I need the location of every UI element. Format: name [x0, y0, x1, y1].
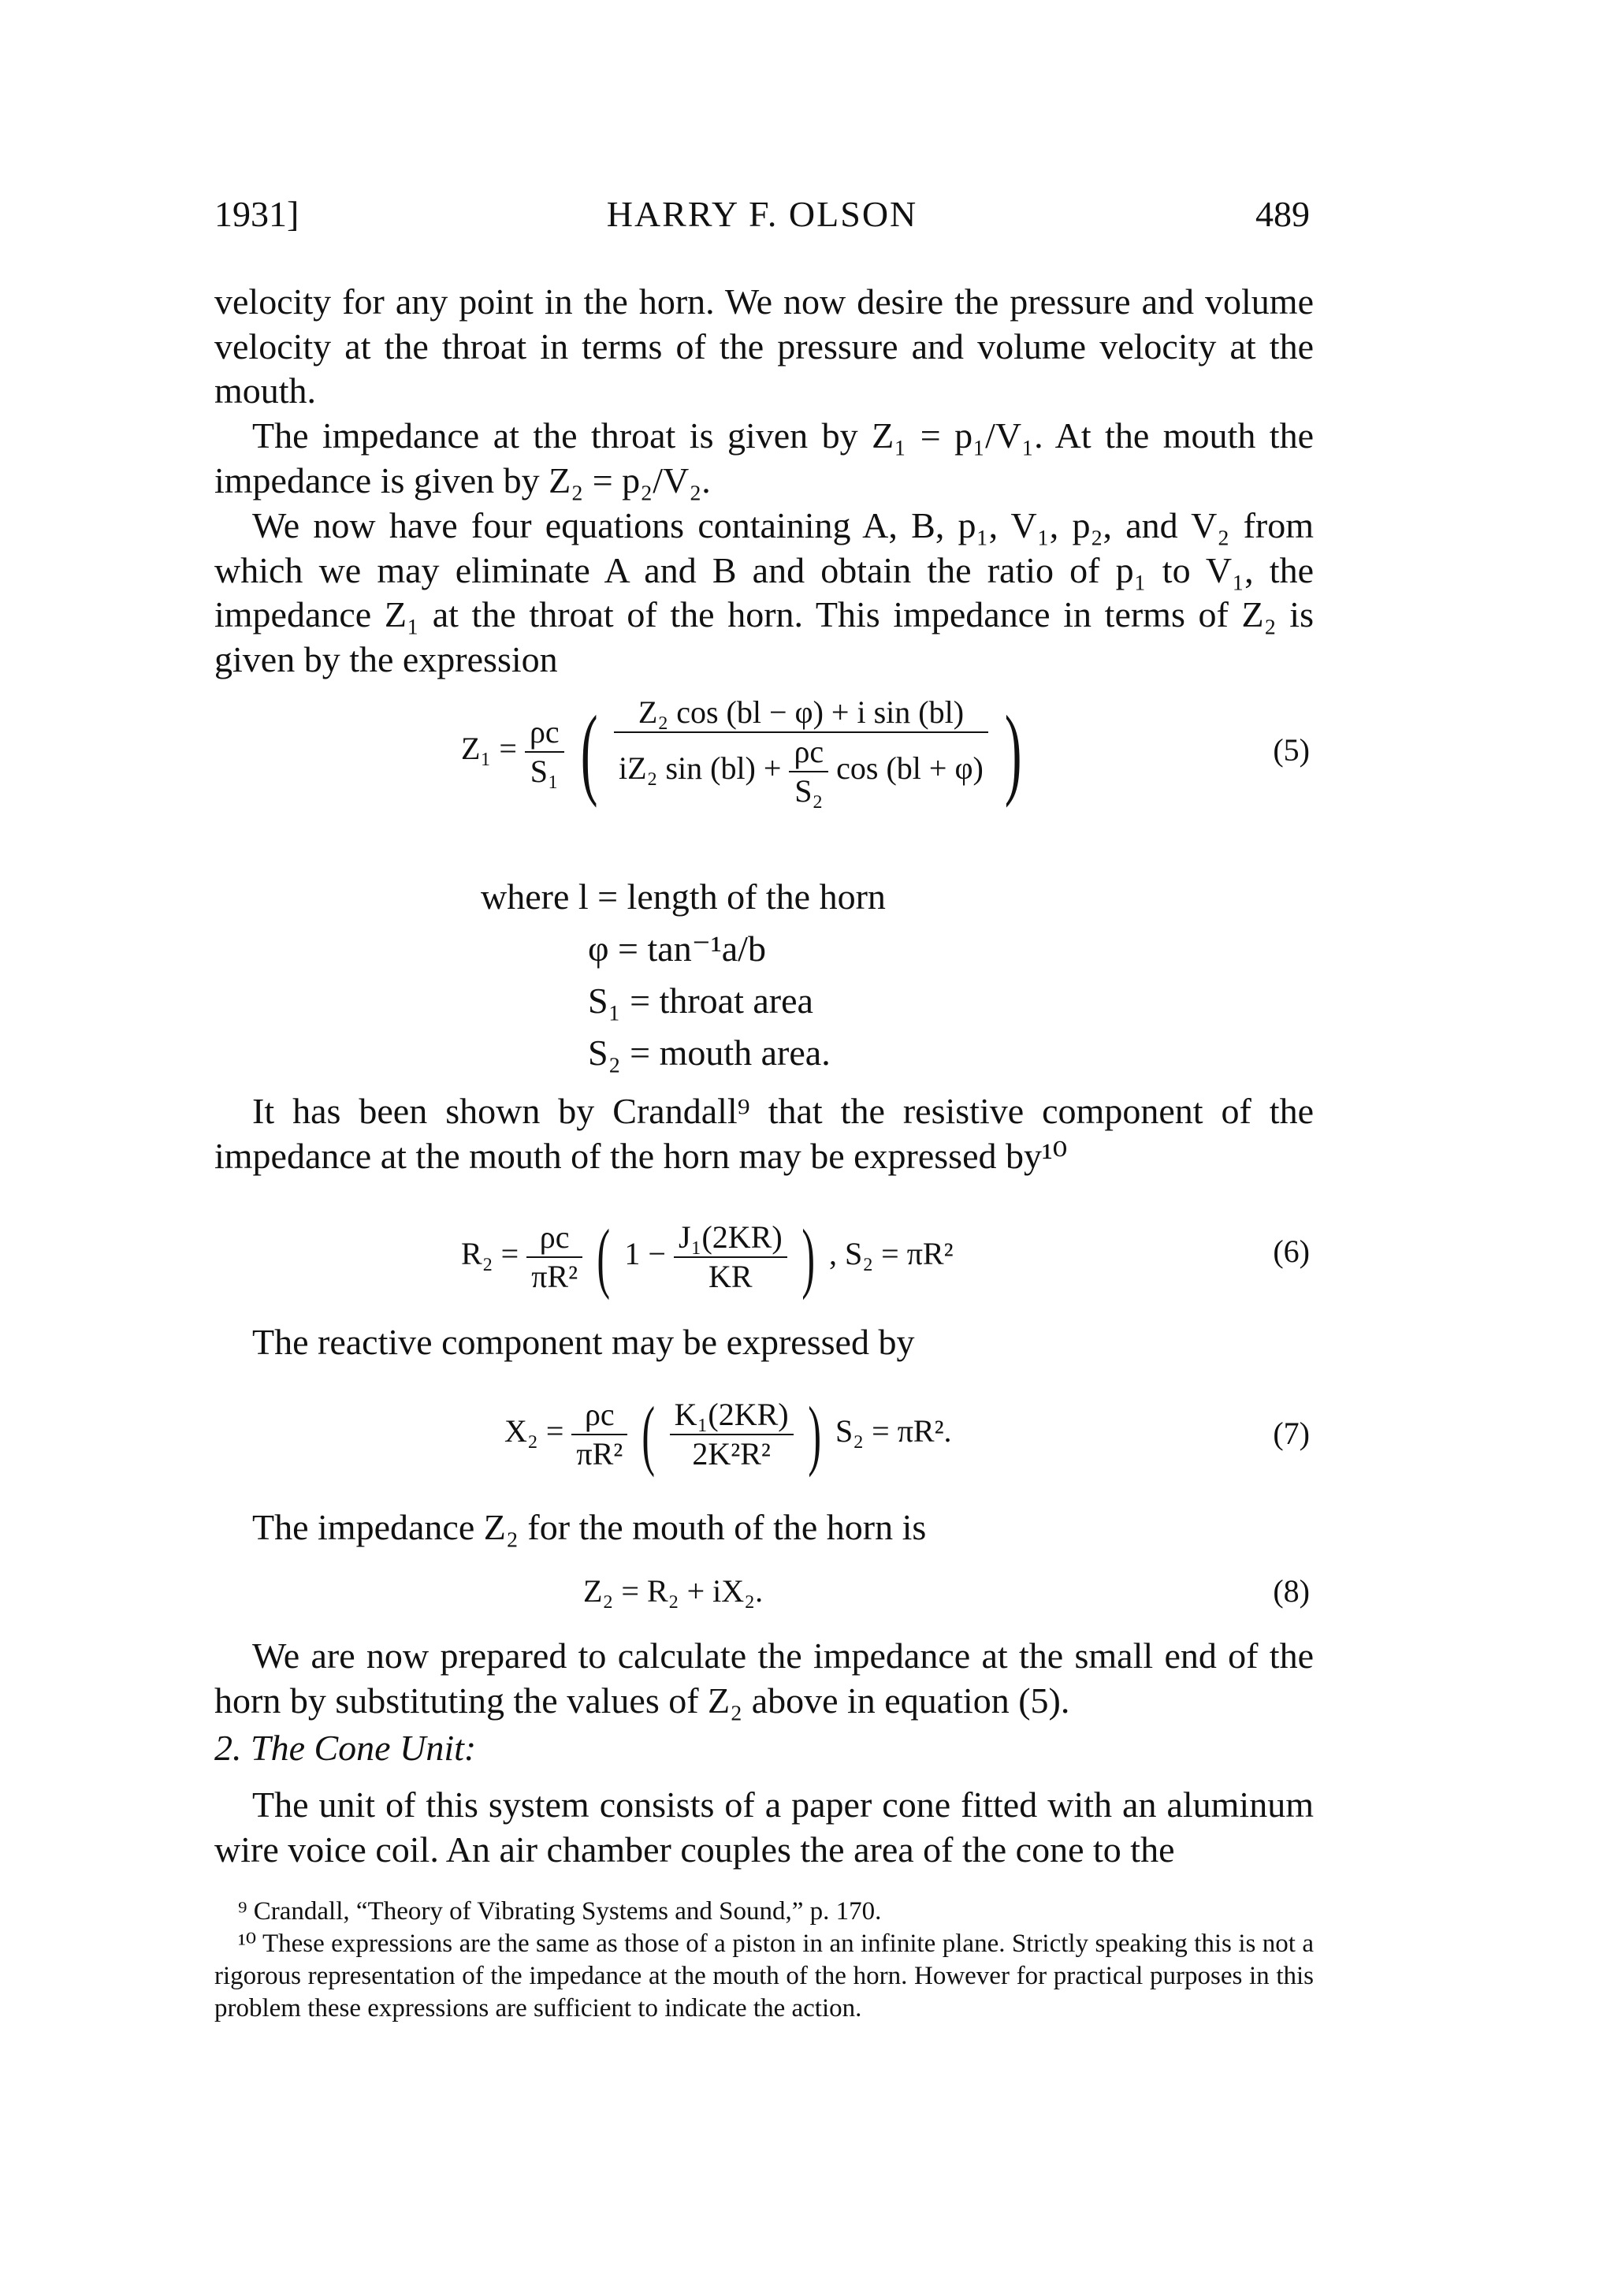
equation-7 — [504, 1383, 952, 1486]
right-paren: ) — [801, 1213, 815, 1301]
section-heading: 2. The Cone Unit: — [214, 1728, 477, 1768]
eq5-den-frac-num: ρc — [789, 733, 828, 772]
eq5-lhs: Z₁ = — [461, 731, 517, 767]
paragraph-7: We are now prepared to calculate the impedance at the small end of the horn by substituting the values of Z₂ above in equation (5). — [214, 1635, 1314, 1721]
equation-8: Z₂ = R₂ + iX₂. — [583, 1573, 764, 1609]
footnote-9: ⁹ Crandall, “Theory of Vibrating Systems and Sound,” p. 170. — [238, 1897, 882, 1926]
equation-5 — [461, 694, 1030, 810]
eq5-coef-den: S₁ — [530, 754, 559, 789]
running-header — [214, 192, 1310, 236]
eq6-inner-den: KR — [708, 1259, 753, 1294]
eq6-inner-a: 1 − — [624, 1236, 666, 1272]
eq5-coef-num: ρc — [525, 713, 564, 753]
eq6-lhs: R₂ = — [461, 1236, 519, 1272]
eq7-inner-fraction — [670, 1396, 794, 1473]
header-year: 1931] — [214, 194, 299, 234]
paragraph-6: The impedance Z₂ for the mouth of the horn is — [252, 1507, 927, 1547]
header-author: HARRY F. OLSON — [606, 194, 918, 234]
left-paren: ( — [580, 695, 598, 809]
definition-s1: S₁ = throat area — [588, 981, 813, 1021]
eq6-inner-fraction — [674, 1219, 787, 1296]
eq5-den-b: cos (bl + φ) — [836, 750, 984, 787]
eq5-den-a: iZ₂ sin (bl) + — [618, 750, 782, 787]
eq5-numerator: Z₂ cos (bl − φ) + i sin (bl) — [614, 694, 988, 733]
paragraph-3: We now have four equations containing A, B, p₁, V₁, p₂, and V₂ from which we may eliminate A and B and obtain the ratio of p₁ to V₁, the impedance Z₁ at the throat of the horn. This impedance in terms of Z₂ is given by the expression — [214, 505, 1314, 679]
equation-5-label: (5) — [1273, 732, 1310, 768]
eq7-tail: S₂ = πR². — [835, 1413, 952, 1449]
eq6-inner-num: J₁(2KR) — [674, 1219, 787, 1258]
eq6-coefficient — [526, 1219, 582, 1296]
eq5-denominator — [614, 733, 988, 810]
paragraph-4: It has been shown by Crandall⁹ that the resistive component of the impedance at the mouth of the horn may be expressed by¹⁰ — [214, 1091, 1314, 1176]
eq5-main-fraction — [614, 694, 988, 810]
eq5-den-frac-den: S₂ — [794, 773, 824, 809]
page-number: 489 — [1255, 194, 1310, 234]
right-paren: ) — [1004, 695, 1022, 809]
eq7-coef-den: πR² — [576, 1436, 623, 1472]
definition-phi: φ = tan⁻¹a/b — [588, 928, 766, 969]
eq7-inner-den: 2K²R² — [692, 1436, 771, 1472]
footnote-10: ¹⁰ These expressions are the same as those of a piston in an infinite plane. Strictly speaking this is not a rigorous representation of the impedance at the mouth of the horn. However for practical purposes in this problem these expressions are sufficient to indicate the action. — [214, 1929, 1314, 2022]
right-paren: ) — [807, 1390, 821, 1478]
footnotes — [214, 1896, 1314, 2025]
eq6-coef-den: πR² — [531, 1259, 578, 1294]
paragraph-2: The impedance at the throat is given by Z₁ = p₁/V₁. At the mouth the impedance is given by Z₂ = p₂/V₂. — [214, 415, 1314, 501]
paragraph-8: The unit of this system consists of a paper cone fitted with an aluminum wire voice coil. An air chamber couples the area of the cone to the — [214, 1784, 1314, 1870]
equation-6 — [461, 1206, 954, 1308]
paragraph-5: The reactive component may be expressed by — [252, 1322, 915, 1362]
eq6-tail: , S₂ = πR² — [828, 1236, 954, 1272]
eq5-coefficient — [525, 713, 564, 791]
eq7-inner-num: K₁(2KR) — [670, 1396, 794, 1435]
equation-7-label: (7) — [1273, 1416, 1310, 1451]
eq7-lhs: X₂ = — [504, 1413, 564, 1449]
eq7-coef-num: ρc — [571, 1396, 627, 1435]
left-paren: ( — [642, 1390, 656, 1478]
left-paren: ( — [597, 1213, 611, 1301]
equation-8-label: (8) — [1273, 1573, 1310, 1609]
paragraph-1: velocity for any point in the horn. We now desire the pressure and volume velocity at the throat in terms of the pressure and volume velocity at the mouth. — [214, 281, 1314, 411]
definitions — [481, 871, 886, 1079]
definition-l: where l = length of the horn — [481, 876, 886, 917]
eq7-coefficient — [571, 1396, 627, 1473]
definition-s2: S₂ = mouth area. — [588, 1033, 831, 1073]
eq6-coef-num: ρc — [526, 1219, 582, 1258]
eq5-den-fraction — [789, 733, 828, 810]
equation-6-label: (6) — [1273, 1234, 1310, 1269]
